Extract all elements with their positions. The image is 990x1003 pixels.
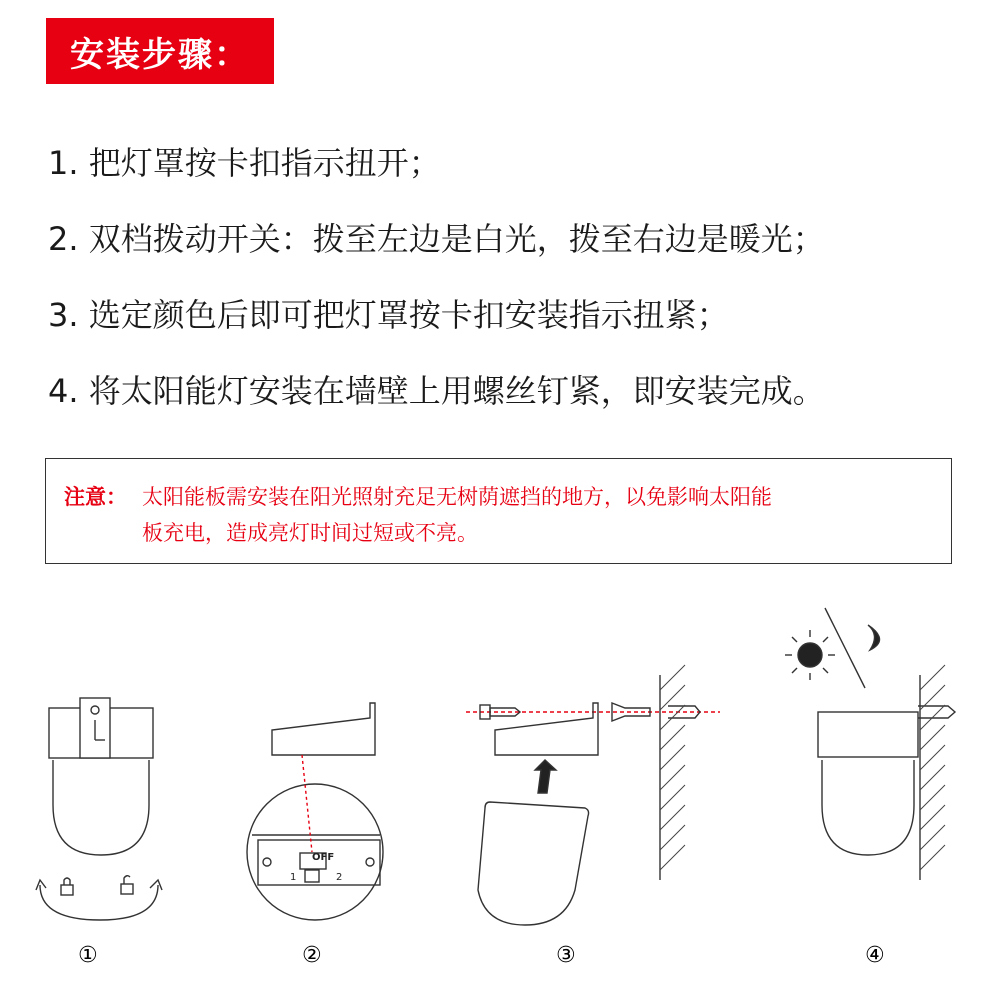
wall-hatching [660, 665, 945, 870]
notice-line-1: 太阳能板需安装在阳光照射充足无树荫遮挡的地方，以免影响太阳能 [142, 485, 772, 509]
step-1: 1. 把灯罩按卡扣指示扭开； [48, 144, 441, 182]
switch-off-label: OFF [312, 852, 335, 863]
figure-1-lamp [36, 698, 162, 920]
figure-label-2: ② [302, 943, 322, 968]
switch-position-2: 2 [336, 872, 343, 883]
switch-position-1: 1 [290, 872, 297, 883]
figure-label-3: ③ [556, 943, 576, 968]
notice-label: 注意： [64, 485, 127, 509]
notice-box [45, 458, 952, 564]
step-4: 4. 将太阳能灯安装在墙壁上用螺丝钉紧，即安装完成。 [48, 372, 825, 410]
step-3: 3. 选定颜色后即可把灯罩按卡扣安装指示扭紧； [48, 296, 729, 334]
figure-label-1: ① [78, 943, 98, 968]
figure-label-4: ④ [865, 943, 885, 968]
step-2: 2. 双档拨动开关：拨至左边是白光，拨至右边是暖光； [48, 220, 825, 258]
page-title-text: 安装步骤： [70, 34, 250, 75]
figure-3-mount [466, 675, 720, 925]
notice-line-2: 板充电，造成亮灯时间过短或不亮。 [142, 521, 478, 545]
installation-illustrations [0, 590, 990, 1003]
page-title [46, 18, 274, 84]
figure-4-installed [785, 608, 955, 880]
figure-2-switch-detail [247, 703, 383, 920]
